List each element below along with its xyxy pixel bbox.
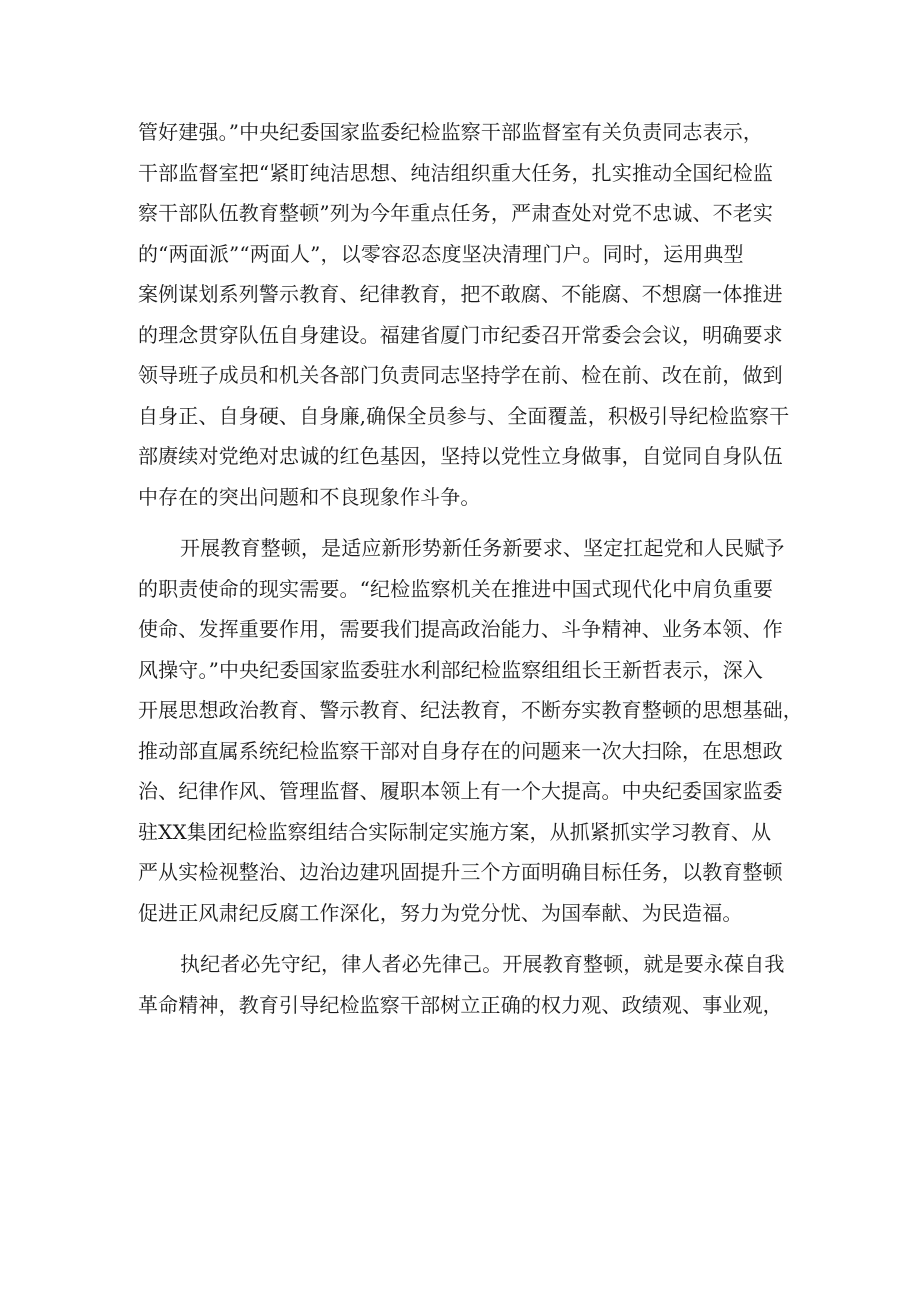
text-line: 案例谋划系列警示教育、纪律教育，把不敢腐、不能腐、不想腐一体推进 bbox=[138, 282, 783, 306]
text-line: 开展思想政治教育、警示教育、纪法教育，不断夯实教育整顿的思想基础， bbox=[138, 698, 803, 722]
text-line: 的职责使命的现实需要。“纪检监察机关在推进中国式现代化中肩负重要 bbox=[138, 576, 774, 601]
text-line: 领导班子成员和机关各部门负责同志坚持学在前、检在前、改在前，做到 bbox=[138, 363, 783, 387]
text-line: 革命精神，教育引导纪检监察干部树立正确的权力观、政绩观、事业观， bbox=[138, 992, 783, 1017]
body-text bbox=[138, 112, 803, 1025]
text-line: 的理念贯穿队伍自身建设。福建省厦门市纪委召开常委会会议，明确要求 bbox=[138, 322, 783, 347]
text-line: 风操守。”中央纪委国家监委驻水利部纪检监察组组长王新哲表示，深入 bbox=[138, 657, 764, 682]
text-line: 干部监督室把“紧盯纯洁思想、纯洁组织重大任务，扎实推动全国纪检监 bbox=[138, 160, 774, 185]
text-line: 的“两面派”“两面人”，以零容忍态度坚决清理门户。同时，运用典型 bbox=[138, 241, 744, 266]
text-line: 治、纪律作风、管理监督、履职本领上有一个大提高。中央纪委国家监委 bbox=[138, 779, 783, 803]
text-line: 开展教育整顿，是适应新形势新任务新要求、坚定扛起党和人民赋予 bbox=[180, 536, 785, 560]
paragraph-spacer bbox=[138, 933, 788, 944]
text-line: 管好建强。”中央纪委国家监委纪检监察干部监督室有关负责同志表示， bbox=[138, 120, 764, 144]
paragraph-1 bbox=[138, 112, 788, 517]
text-line: 使命、发挥重要作用，需要我们提高政治能力、斗争精神、业务本领、作 bbox=[138, 617, 783, 641]
paragraph-3 bbox=[138, 944, 788, 1025]
text-line: 严从实检视整治、边治边建巩固提升三个方面明确目标任务，以教育整顿 bbox=[138, 860, 783, 884]
text-line: 执纪者必先守纪，律人者必先律己。开展教育整顿，就是要永葆自我 bbox=[180, 952, 785, 976]
text-line: 促进正风肃纪反腐工作深化，努力为党分忧、为国奉献、为民造福。 bbox=[138, 900, 743, 925]
paragraph-spacer bbox=[138, 517, 788, 528]
text-line: 部赓续对党绝对忠诚的红色基因，坚持以党性立身做事，自觉同自身队伍 bbox=[138, 444, 783, 468]
text-line: 察干部队伍教育整顿”列为今年重点任务，严肃查处对党不忠诚、不老实 bbox=[138, 201, 774, 225]
text-line: 驻XX集团纪检监察组结合实际制定实施方案，从抓紧抓实学习教育、从 bbox=[138, 819, 772, 844]
paragraph-2 bbox=[138, 528, 803, 933]
text-line: 中存在的突出问题和不良现象作斗争。 bbox=[138, 484, 481, 509]
text-line: 自身正、自身硬、自身廉,确保全员参与、全面覆盖，积极引导纪检监察干 bbox=[138, 403, 790, 428]
text-line: 推动部直属系统纪检监察干部对自身存在的问题来一次大扫除，在思想政 bbox=[138, 738, 783, 763]
